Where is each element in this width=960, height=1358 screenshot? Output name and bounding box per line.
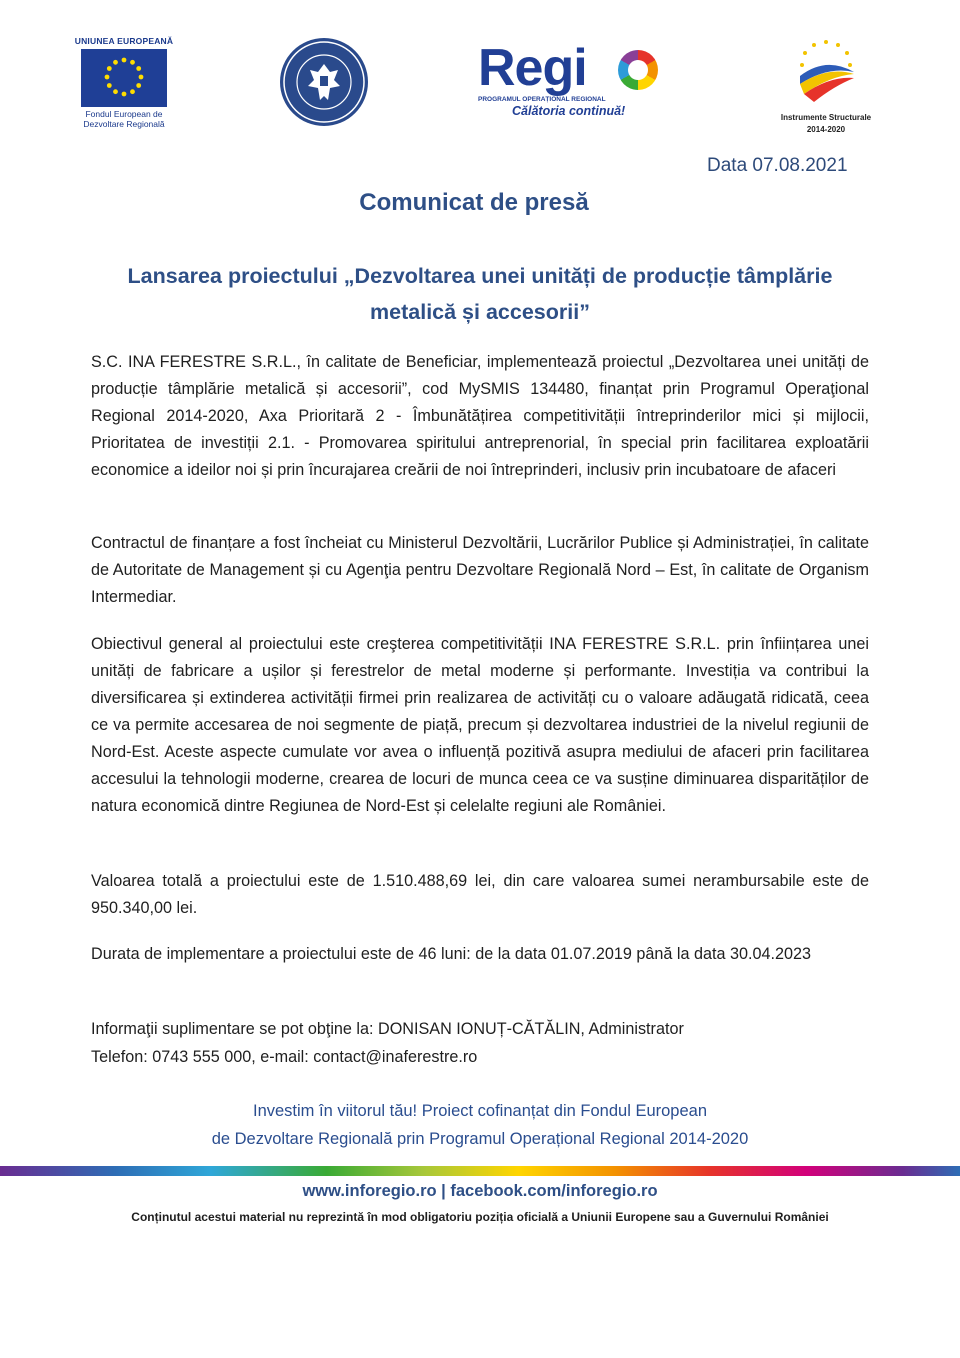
paragraph-contract: Contractul de finanțare a fost încheiat cu Ministerul Dezvoltării, Lucrărilor Publice și Administrației, în calitate de Autoritate de Management și cu Agenţia pentru Dezvoltare Regională Nord – Est, în calitate de Organism Intermediar. <box>91 534 869 606</box>
paragraph-value: Valoarea totală a proiectului este de 1.510.488,69 lei, din care valoarea sumei nerambursabile este de 950.340,00 lei. <box>91 872 869 917</box>
page-subtitle: Lansarea proiectului „Dezvoltarea unei unități de producție tâmplărie metalică și accesorii” <box>127 264 833 324</box>
cofinancing-line-2: de Dezvoltare Regională prin Programul Operațional Regional 2014-2020 <box>211 1130 749 1148</box>
contact-line-2: Telefon: 0743 555 000, e-mail: contact@inaferestre.ro <box>91 1048 478 1066</box>
rainbow-divider <box>0 1166 960 1176</box>
regio-logo <box>478 39 668 132</box>
page-title: Comunicat de presă <box>359 189 589 216</box>
eu-logo <box>74 36 174 129</box>
regio-wordmark: Regi <box>478 39 587 97</box>
instr-line2: 2014-2020 <box>806 125 846 134</box>
contact-line-1: Informaţii suplimentare se pot obţine la: DONISAN IONUȚ-CĂTĂLIN, Administrator <box>91 1020 684 1038</box>
stars-swoosh-icon <box>786 36 866 106</box>
cofinancing-line-1: Investim în viitorul tău! Proiect cofinanțat din Fondul European <box>253 1102 707 1120</box>
paragraph-objective: Obiectivul general al proiectului este creşterea competitivității INA FERESTRE S.R.L. prin înființarea unei unități de fabricare a ușilor și ferestrelor de metal moderne și performante. Investiția va contribui la diversificarea și extinderea activității firmei prin realizarea de activități cu o valoare adăugată ridicată, ceea ce va permite accesarea de noi segmente de piață, precum și dezvoltarea industriei de la nivelul regiunii de Nord-Est. Aceste aspecte cumulate vor avea o influență pozitivă asupra mediului de afaceri prin facilitarea accesului la tehnologii moderne, crearea de locuri de munca ceea ce va susține diminuarea disparităților de natura economică dintre Regiunea de Nord-Est și celelalte regiuni ale României. <box>91 635 869 815</box>
eu-sub1: Fondul European de <box>85 109 163 119</box>
instr-line1: Instrumente Structurale <box>780 113 872 122</box>
eu-flag-icon <box>81 49 167 107</box>
footer-disclaimer: Conținutul acestui material nu reprezintă în mod obligatoriu poziția oficială a Uniunii Europene sau a Guvernului României <box>131 1210 829 1224</box>
paragraph-beneficiary: S.C. INA FERESTRE S.R.L., în calitate de Beneficiar, implementează proiectul „Dezvoltarea unei unități de producție tâmplărie metalică și accesorii”, cod MySMIS 134480, finanțat prin Programul Operaţional Regional 2014-2020, Axa Prioritară 2 - Îmbunătățirea competitivității întreprinderilor mici și mijlocii, Prioritatea de investiții 2.1. - Promovarea spiritului antreprenorial, în special prin facilitarea exploatării economice a ideilor noi și prin încurajarea creării de noi întreprinderi, inclusiv prin incubatoare de afaceri <box>91 353 869 479</box>
regio-slogan: Călătoria continuă! <box>512 104 626 118</box>
contact-info <box>91 1015 871 1071</box>
regio-program-label: PROGRAMUL OPERAȚIONAL REGIONAL <box>478 96 606 103</box>
instrumente-structurale-logo <box>770 36 882 136</box>
government-seal <box>278 36 370 128</box>
eu-sub2: Dezvoltare Regională <box>83 119 165 129</box>
document-date: Data 07.08.2021 <box>707 155 848 176</box>
paragraph-duration: Durata de implementare a proiectului este de 46 luni: de la data 01.07.2019 până la data 30.04.2023 <box>91 945 811 963</box>
footer-links[interactable]: www.inforegio.ro | facebook.com/inforegio.ro <box>302 1182 658 1200</box>
regio-ring-icon <box>618 50 658 90</box>
government-seal-icon <box>278 36 370 128</box>
logo-row <box>0 30 960 140</box>
eu-caption: UNIUNEA EUROPEANĂ <box>74 36 174 46</box>
cofinancing-note <box>0 1097 960 1153</box>
